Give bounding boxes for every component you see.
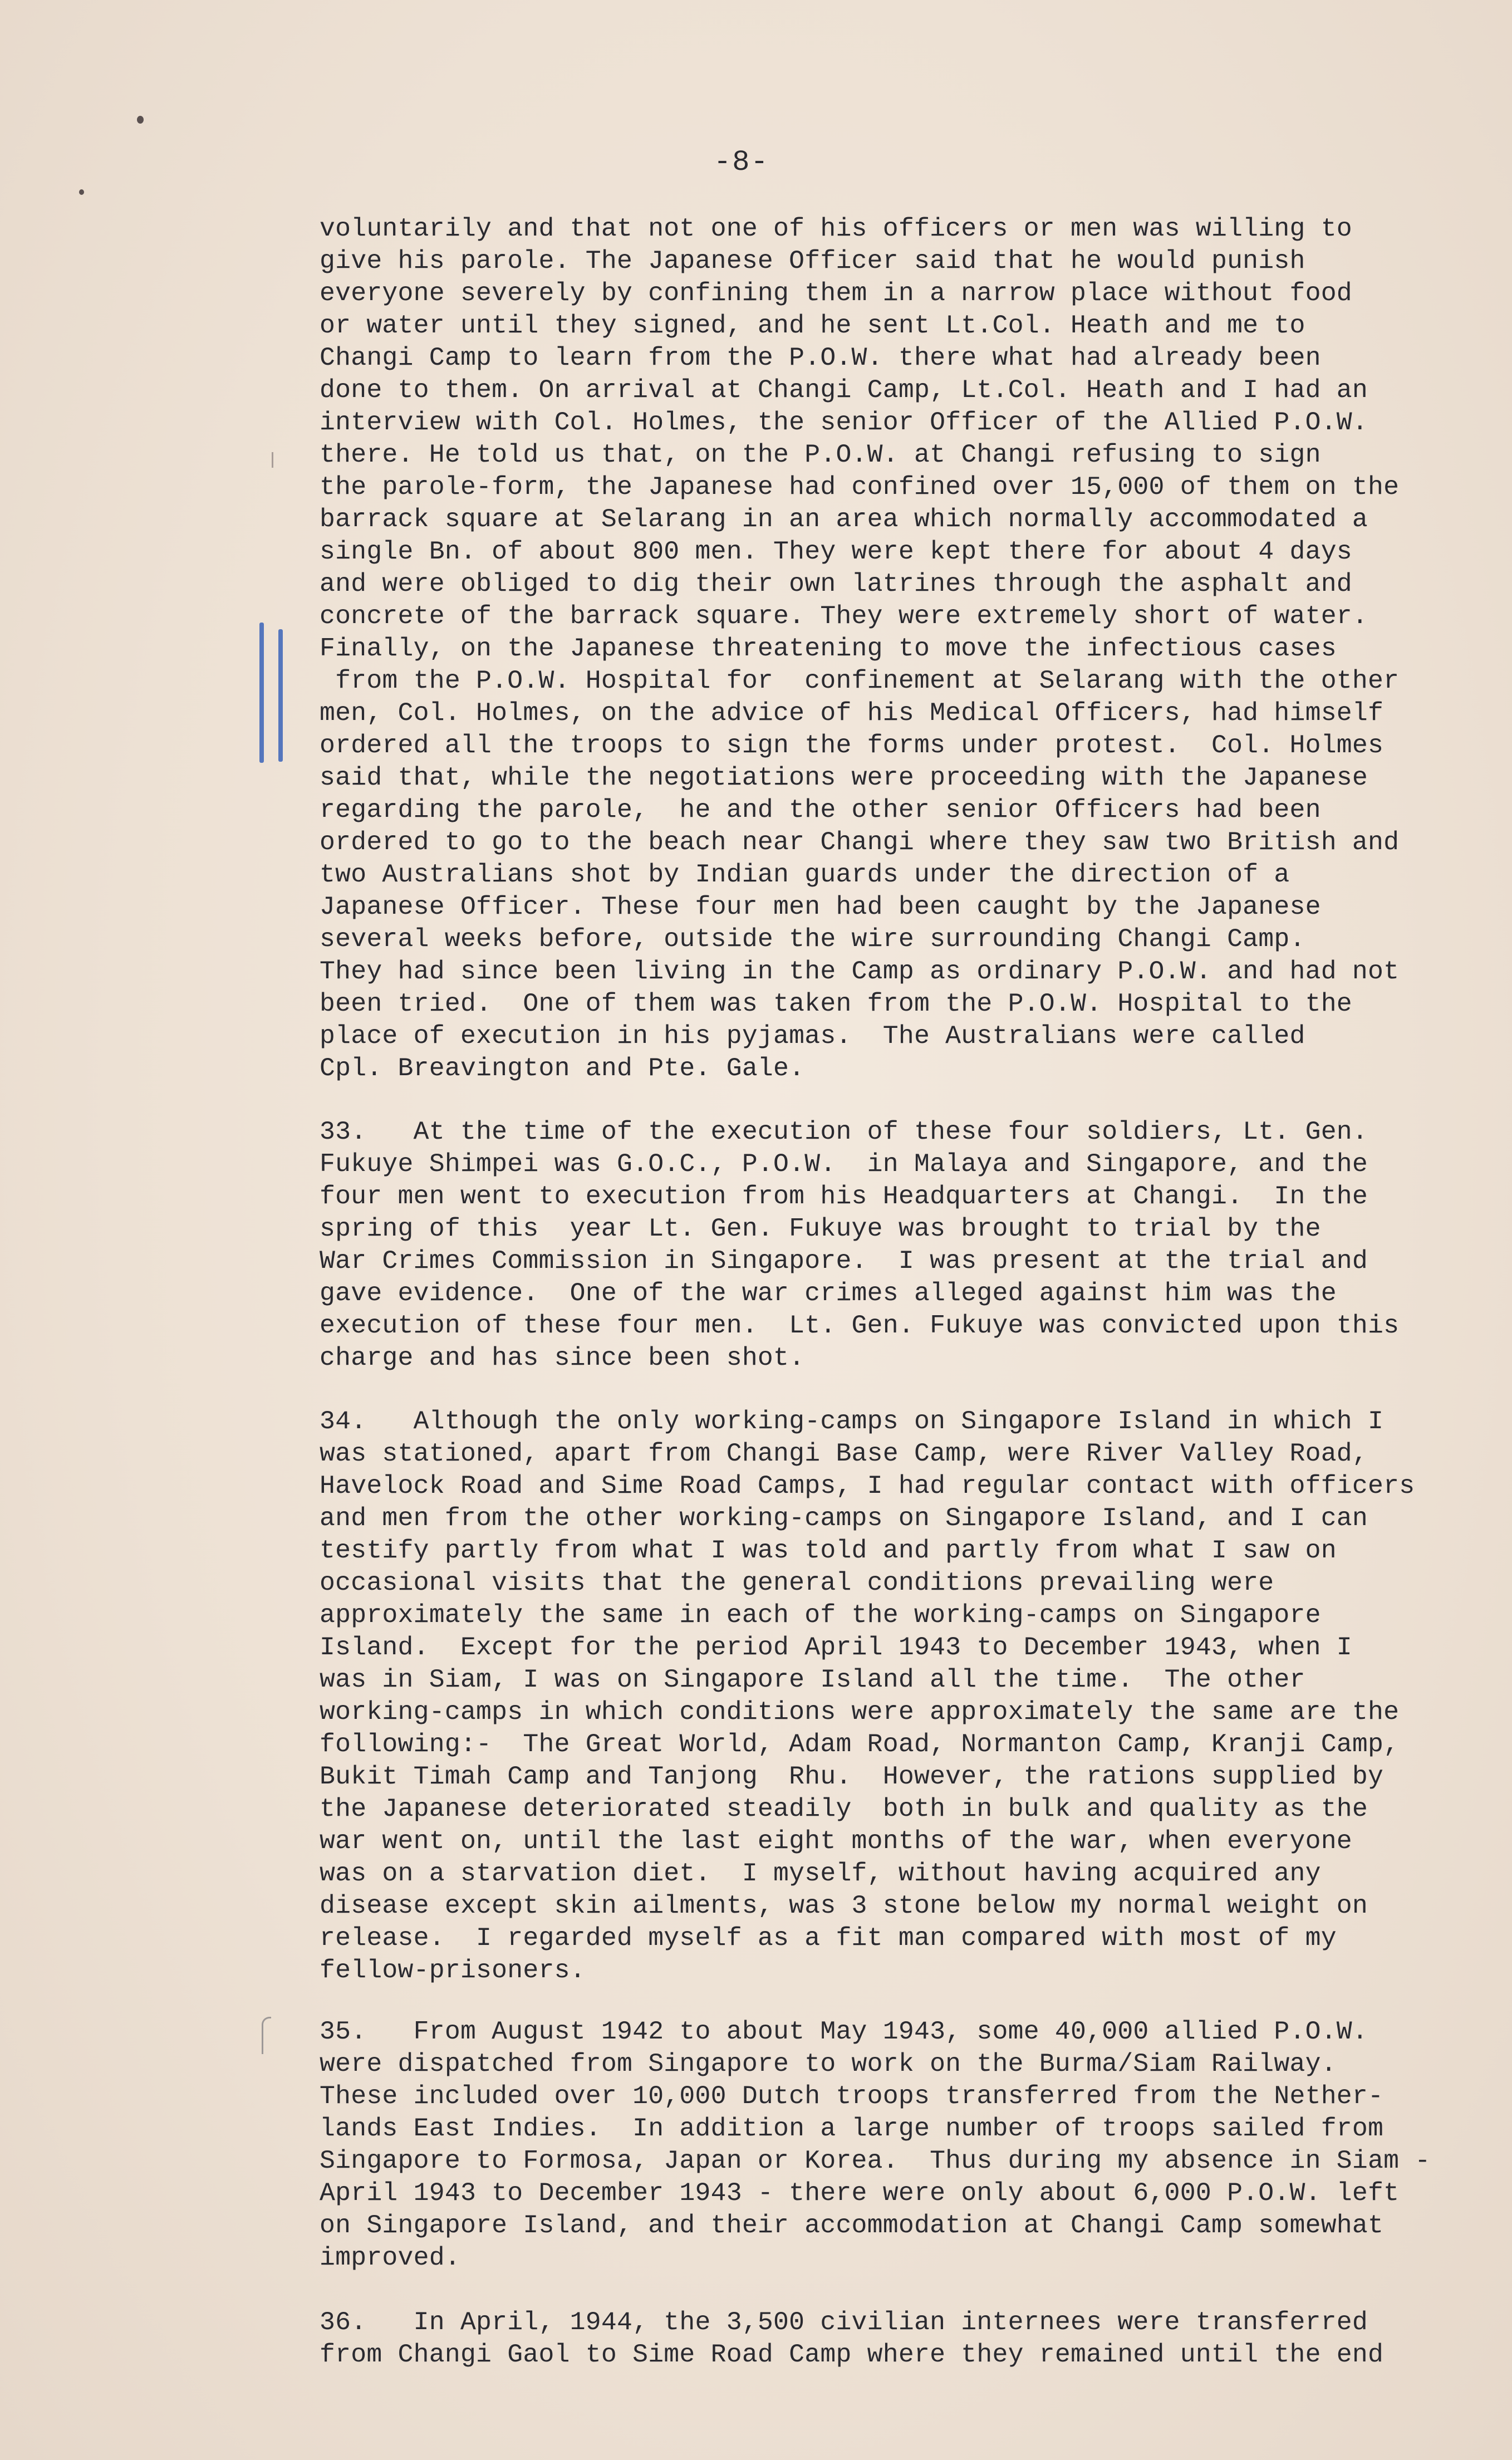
text-line: charge and has since been shot. (320, 1343, 805, 1373)
text-line: Havelock Road and Sime Road Camps, I had regular contact with officers (320, 1471, 1415, 1501)
text-line: War Crimes Commission in Singapore. I was present at the trial and (320, 1246, 1368, 1276)
text-line: regarding the parole, he and the other senior Officers had been (320, 795, 1321, 825)
text-line: Cpl. Breavington and Pte. Gale. (320, 1053, 805, 1083)
paragraph-continuation (320, 213, 1455, 1085)
text-line: 36. In April, 1944, the 3,500 civilian internees were transferred (320, 2307, 1368, 2337)
blue-margin-mark (259, 623, 264, 763)
text-line: done to them. On arrival at Changi Camp, Lt.Col. Heath and I had an (320, 375, 1368, 405)
ink-speck (137, 116, 144, 124)
text-line: was stationed, apart from Changi Base Camp, were River Valley Road, (320, 1439, 1368, 1468)
text-line: occasional visits that the general conditions prevailing were (320, 1568, 1274, 1597)
text-line: Singapore to Formosa, Japan or Korea. Thus during my absence in Siam - (320, 2146, 1431, 2175)
blue-margin-mark (278, 629, 283, 762)
text-line: Finally, on the Japanese threatening to move the infectious cases (320, 634, 1337, 663)
text-line: execution of these four men. Lt. Gen. Fukuye was convicted upon this (320, 1311, 1400, 1340)
paragraph-36 (320, 2306, 1455, 2371)
ink-speck (79, 189, 84, 195)
paragraph-33 (320, 1116, 1455, 1374)
text-line: testify partly from what I was told and partly from what I saw on (320, 1536, 1337, 1565)
text-line: give his parole. The Japanese Officer said that he would punish (320, 246, 1305, 276)
text-line: barrack square at Selarang in an area which normally accommodated a (320, 504, 1368, 534)
text-line: single Bn. of about 800 men. They were kept there for about 4 days (320, 537, 1352, 566)
text-line: from Changi Gaol to Sime Road Camp where they remained until the end (320, 2340, 1384, 2369)
text-line: was in Siam, I was on Singapore Island all the time. The other (320, 1665, 1305, 1694)
text-line: 33. At the time of the execution of these four soldiers, Lt. Gen. (320, 1117, 1368, 1146)
text-line: disease except skin ailments, was 3 stone below my normal weight on (320, 1891, 1368, 1920)
text-line: voluntarily and that not one of his officers or men was willing to (320, 214, 1352, 243)
text-line: April 1943 to December 1943 - there were only about 6,000 P.O.W. left (320, 2178, 1400, 2208)
text-line: Fukuye Shimpei was G.O.C., P.O.W. in Malaya and Singapore, and the (320, 1149, 1368, 1179)
text-line: These included over 10,000 Dutch troops transferred from the Nether- (320, 2081, 1384, 2111)
paragraph-35 (320, 2016, 1455, 2274)
text-line: and were obliged to dig their own latrines through the asphalt and (320, 569, 1352, 599)
text-line: men, Col. Holmes, on the advice of his Medical Officers, had himself (320, 698, 1384, 728)
text-line: was on a starvation diet. I myself, without having acquired any (320, 1859, 1321, 1888)
margin-tick-mark (272, 452, 273, 468)
text-line: there. He told us that, on the P.O.W. at Changi refusing to sign (320, 440, 1321, 469)
text-line: working-camps in which conditions were approximately the same are the (320, 1697, 1400, 1727)
text-line: from the P.O.W. Hospital for confinement at Selarang with the other (320, 666, 1400, 695)
text-line: said that, while the negotiations were proceeding with the Japanese (320, 763, 1368, 792)
text-line: 35. From August 1942 to about May 1943, some 40,000 allied P.O.W. (320, 2017, 1368, 2046)
text-line: ordered all the troops to sign the forms under protest. Col. Holmes (320, 731, 1384, 760)
text-line: four men went to execution from his Headquarters at Changi. In the (320, 1182, 1368, 1211)
text-line: and men from the other working-camps on Singapore Island, and I can (320, 1503, 1368, 1533)
text-line: improved. (320, 2243, 460, 2272)
paragraph-34 (320, 1405, 1455, 1987)
text-line: Japanese Officer. These four men had been caught by the Japanese (320, 892, 1321, 922)
text-line: the parole-form, the Japanese had confined over 15,000 of them on the (320, 472, 1400, 502)
text-line: or water until they signed, and he sent Lt.Col. Heath and me to (320, 311, 1305, 340)
text-line: were dispatched from Singapore to work on the Burma/Siam Railway. (320, 2049, 1337, 2079)
text-line: following:- The Great World, Adam Road, Normanton Camp, Kranji Camp, (320, 1729, 1400, 1759)
text-line: gave evidence. One of the war crimes alleged against him was the (320, 1278, 1337, 1308)
text-line: fellow-prisoners. (320, 1956, 586, 1985)
text-line: everyone severely by confining them in a narrow place without food (320, 278, 1352, 308)
text-line: Changi Camp to learn from the P.O.W. there what had already been (320, 343, 1321, 373)
text-line: ordered to go to the beach near Changi where they saw two British and (320, 827, 1400, 857)
text-line: Bukit Timah Camp and Tanjong Rhu. However, the rations supplied by (320, 1762, 1384, 1791)
text-line: war went on, until the last eight months of the war, when everyone (320, 1826, 1352, 1856)
margin-bracket-mark (262, 2017, 271, 2054)
text-line: 34. Although the only working-camps on Singapore Island in which I (320, 1407, 1384, 1436)
text-line: lands East Indies. In addition a large number of troops sailed from (320, 2114, 1384, 2143)
text-line: interview with Col. Holmes, the senior Officer of the Allied P.O.W. (320, 408, 1368, 437)
text-line: concrete of the barrack square. They were extremely short of water. (320, 601, 1368, 631)
text-line: two Australians shot by Indian guards under the direction of a (320, 860, 1290, 889)
text-line: on Singapore Island, and their accommodation at Changi Camp somewhat (320, 2211, 1384, 2240)
text-line: the Japanese deteriorated steadily both in bulk and quality as the (320, 1794, 1368, 1824)
text-line: place of execution in his pyjamas. The Australians were called (320, 1021, 1305, 1051)
text-line: spring of this year Lt. Gen. Fukuye was brought to trial by the (320, 1214, 1321, 1243)
text-line: They had since been living in the Camp as ordinary P.O.W. and had not (320, 957, 1400, 986)
text-line: several weeks before, outside the wire surrounding Changi Camp. (320, 924, 1305, 954)
text-line: Island. Except for the period April 1943 to December 1943, when I (320, 1633, 1352, 1662)
text-line: release. I regarded myself as a fit man compared with most of my (320, 1923, 1337, 1953)
page-number: -8- (714, 146, 769, 179)
text-line: been tried. One of them was taken from the P.O.W. Hospital to the (320, 989, 1352, 1018)
text-line: approximately the same in each of the working-camps on Singapore (320, 1600, 1321, 1630)
